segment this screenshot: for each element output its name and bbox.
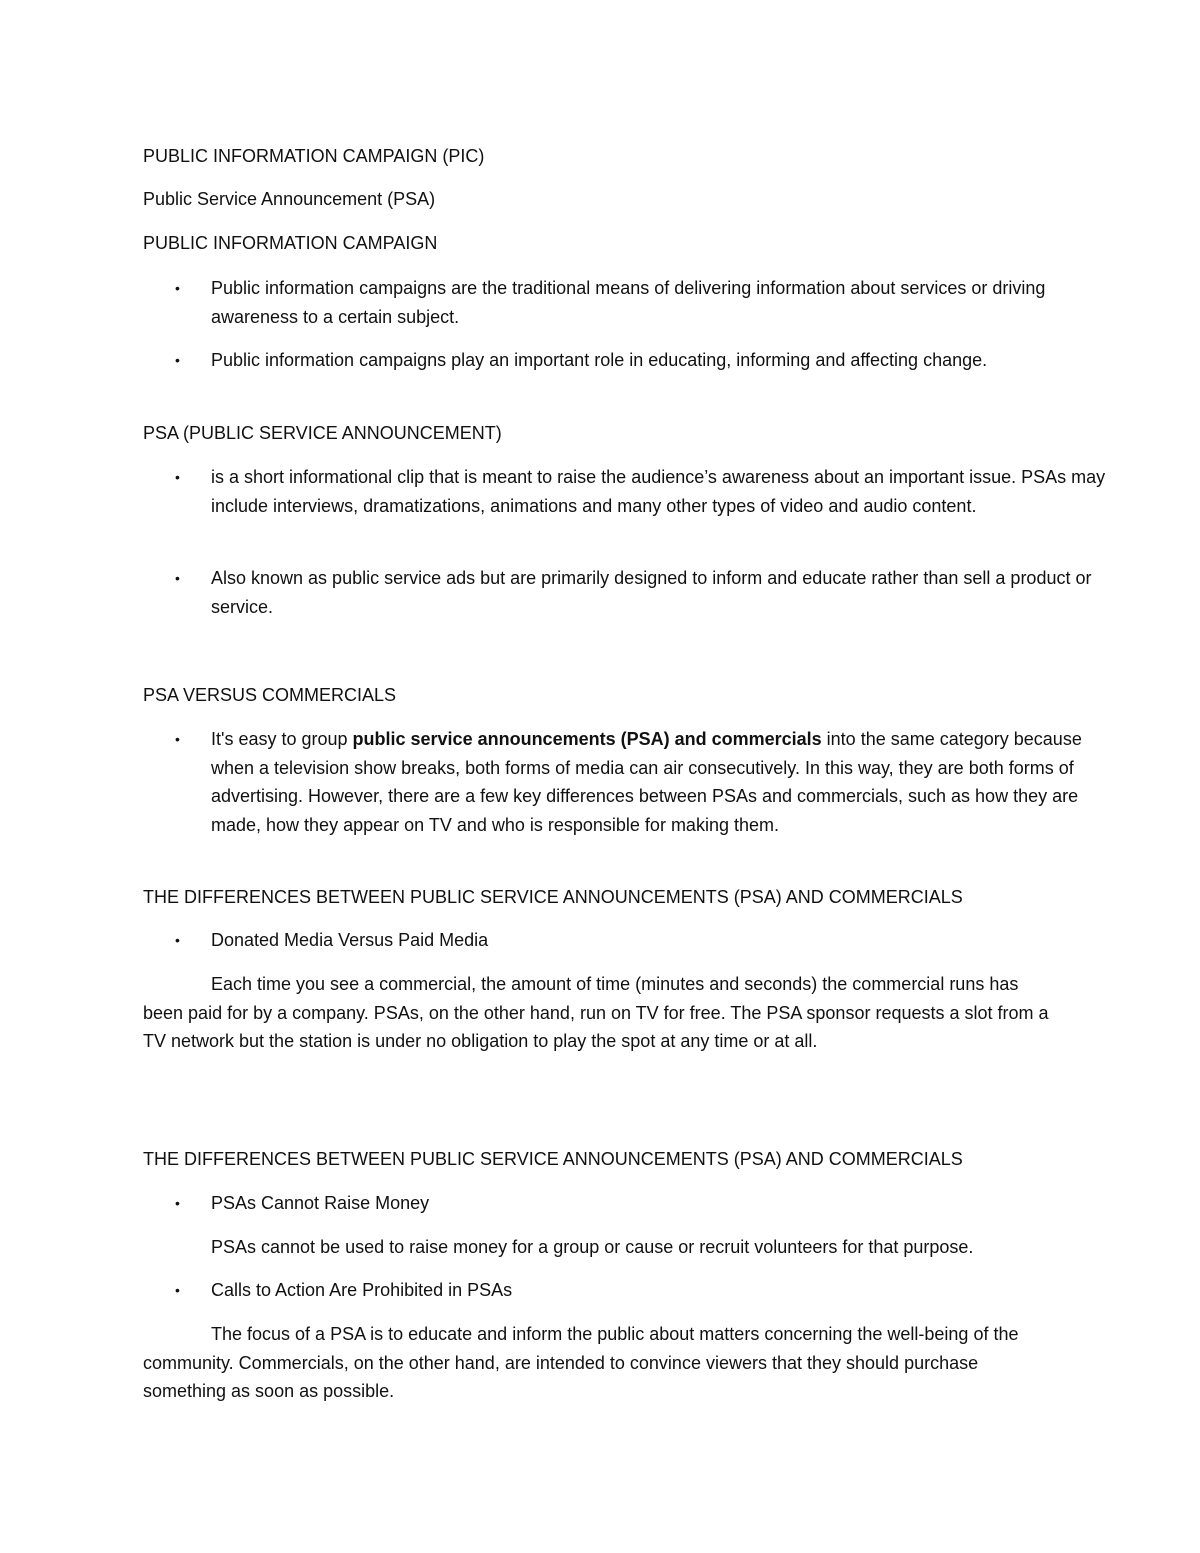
list-item: Public information campaigns play an important role in educating, informing and affecting change. xyxy=(211,350,988,370)
paragraph: The focus of a PSA is to educate and inform the public about matters concerning the well-being of the community. Commercials, on the other hand, are intended to convince viewers that they should purchase something as soon as possible. xyxy=(143,1324,1019,1401)
bullet-glyph: • xyxy=(175,1282,180,1298)
paragraph: PSAs cannot be used to raise money for a group or cause or recruit volunteers for that purpose. xyxy=(211,1237,974,1257)
section-heading-pic: PUBLIC INFORMATION CAMPAIGN xyxy=(143,233,438,253)
paragraph: Each time you see a commercial, the amount of time (minutes and seconds) the commercial runs has been paid for by a company. PSAs, on the other hand, run on TV for free. The PSA sponsor requests a slot from a TV network but the station is under no obligation to play the spot at any time or at all. xyxy=(143,974,1049,1051)
bullet-glyph: • xyxy=(175,932,180,948)
bullet-glyph: • xyxy=(175,469,180,485)
list-item: is a short informational clip that is meant to raise the audience’s awareness about an important issue. PSAs may include interviews, dramatizations, animations and many other types of video and audio content. xyxy=(211,467,1106,516)
versus-text-post: into the same category because when a television show breaks, both forms of media can air consecutively. In this way, they are both forms of advertising. However, there are a few key differences between PSAs and commercials, such as how they are made, how they appear on TV and who is responsible for making them. xyxy=(211,729,1082,835)
bullet-glyph: • xyxy=(175,280,180,296)
versus-text-bold: public service announcements (PSA) and commercials xyxy=(352,729,822,749)
list-item: Public information campaigns are the traditional means of delivering information about services or driving awareness to a certain subject. xyxy=(211,278,1046,327)
list-item: Also known as public service ads but are primarily designed to inform and educate rather than sell a product or service. xyxy=(211,568,1092,617)
section-heading-psa: PSA (PUBLIC SERVICE ANNOUNCEMENT) xyxy=(143,423,502,443)
section-heading-versus: PSA VERSUS COMMERCIALS xyxy=(143,685,397,705)
list-item: Calls to Action Are Prohibited in PSAs xyxy=(211,1280,513,1300)
bullet-glyph: • xyxy=(175,731,180,747)
doc-title: PUBLIC INFORMATION CAMPAIGN (PIC) xyxy=(143,146,485,166)
doc-subtitle: Public Service Announcement (PSA) xyxy=(143,189,436,209)
bullet-glyph: • xyxy=(175,352,180,368)
section-heading-differences: THE DIFFERENCES BETWEEN PUBLIC SERVICE ANNOUNCEMENTS (PSA) AND COMMERCIALS xyxy=(143,1149,963,1169)
bullet-glyph: • xyxy=(175,570,180,586)
section-heading-differences: THE DIFFERENCES BETWEEN PUBLIC SERVICE ANNOUNCEMENTS (PSA) AND COMMERCIALS xyxy=(143,887,963,907)
versus-text-pre: It's easy to group xyxy=(211,729,353,749)
list-item: PSAs Cannot Raise Money xyxy=(211,1193,430,1213)
bullet-glyph: • xyxy=(175,1195,180,1211)
list-item: Donated Media Versus Paid Media xyxy=(211,930,489,950)
list-item xyxy=(211,725,1111,839)
